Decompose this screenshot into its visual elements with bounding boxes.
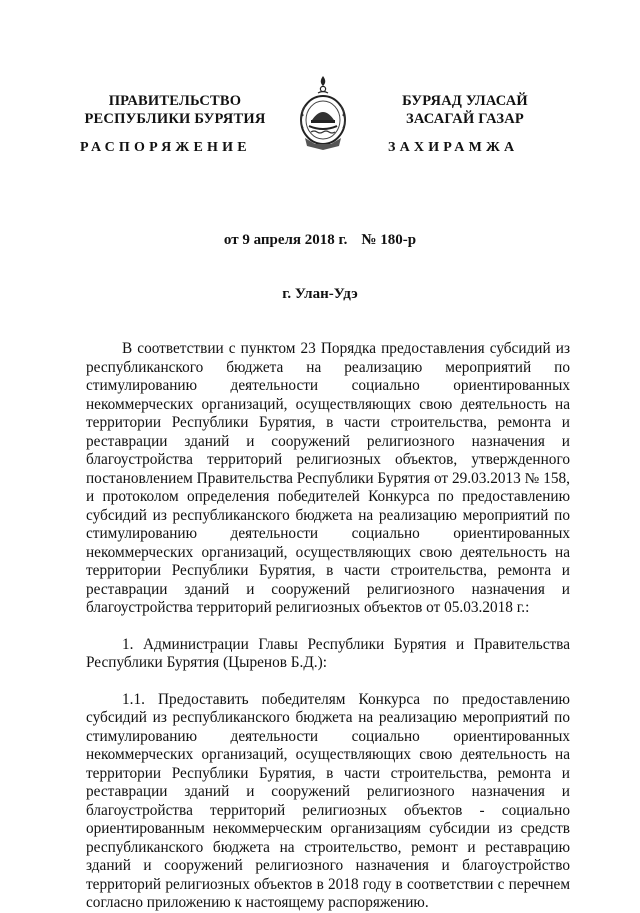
document-city: г. Улан-Удэ (282, 286, 358, 302)
header-left-line2: РЕСПУБЛИКИ БУРЯТИЯ (84, 111, 266, 127)
body-paragraph: 1.1. Предоставить победителям Конкурса по предоставлению субсидий из республиканского бюджета на реализацию мероприятий по стимулированию деятельности социально ориентированных некоммерческих организаций, осуществляющих свою деятельность на территории Республики Бурятия, в части строительства, ремонта и реставрации зданий и сооружений религиозного назначения и благоустройства территорий религиозных объектов - социально ориентированным некоммерческим организациям субсидии из средств республиканского бюджета на строительство, ремонт и реставрацию зданий и сооружений религиозного назначения и благоустройство территорий религиозных объектов в 2018 году в соответствии с перечнем согласно приложению к настоящему распоряжению. (86, 690, 570, 911)
header-right-title (360, 92, 570, 128)
header-left-title (70, 92, 280, 128)
header-right-line2: ЗАСАГАЙ ГАЗАР (406, 111, 524, 127)
body-paragraph: 1. Администрации Главы Республики Бурятия и Правительства Республики Бурятия (Цыренов Б.Д.): (86, 635, 570, 671)
doc-type-left: РАСПОРЯЖЕНИЕ (80, 140, 251, 155)
header-left-line1: ПРАВИТЕЛЬСТВО (108, 93, 242, 109)
header-right-line1: БУРЯАД УЛАСАЙ (402, 93, 528, 109)
coat-of-arms-icon (295, 74, 351, 154)
document-date: от 9 апреля 2018 г. (223, 232, 348, 248)
body-paragraph: В соответствии с пунктом 23 Порядка предоставления субсидий из республиканского бюджета на реализацию мероприятий по стимулированию деятельности социально ориентированных некоммерческих организаций, осуществляющих свою деятельность на территории Республики Бурятия, в части строительства, ремонта и реставрации зданий и сооружений религиозного назначения и благоустройства территорий религиозных объектов, утвержденного постановлением Правительства Республики Бурятия от 29.03.2013 № 158, и протоколом определения победителей Конкурса по предоставлению субсидий из республиканского бюджета на реализацию мероприятий по стимулированию деятельности социально ориентированных некоммерческих организаций, осуществляющих свою деятельность на территории Республики Бурятия, в части строительства, ремонта и реставрации зданий и сооружений религиозного назначения и благоустройства территорий религиозных объектов от 05.03.2018 г.: (86, 340, 570, 616)
document-body (86, 340, 570, 913)
document-number: № 180-р (361, 232, 417, 248)
date-number-line (0, 232, 640, 249)
doc-type-right: ЗАХИРАМЖА (388, 140, 519, 155)
